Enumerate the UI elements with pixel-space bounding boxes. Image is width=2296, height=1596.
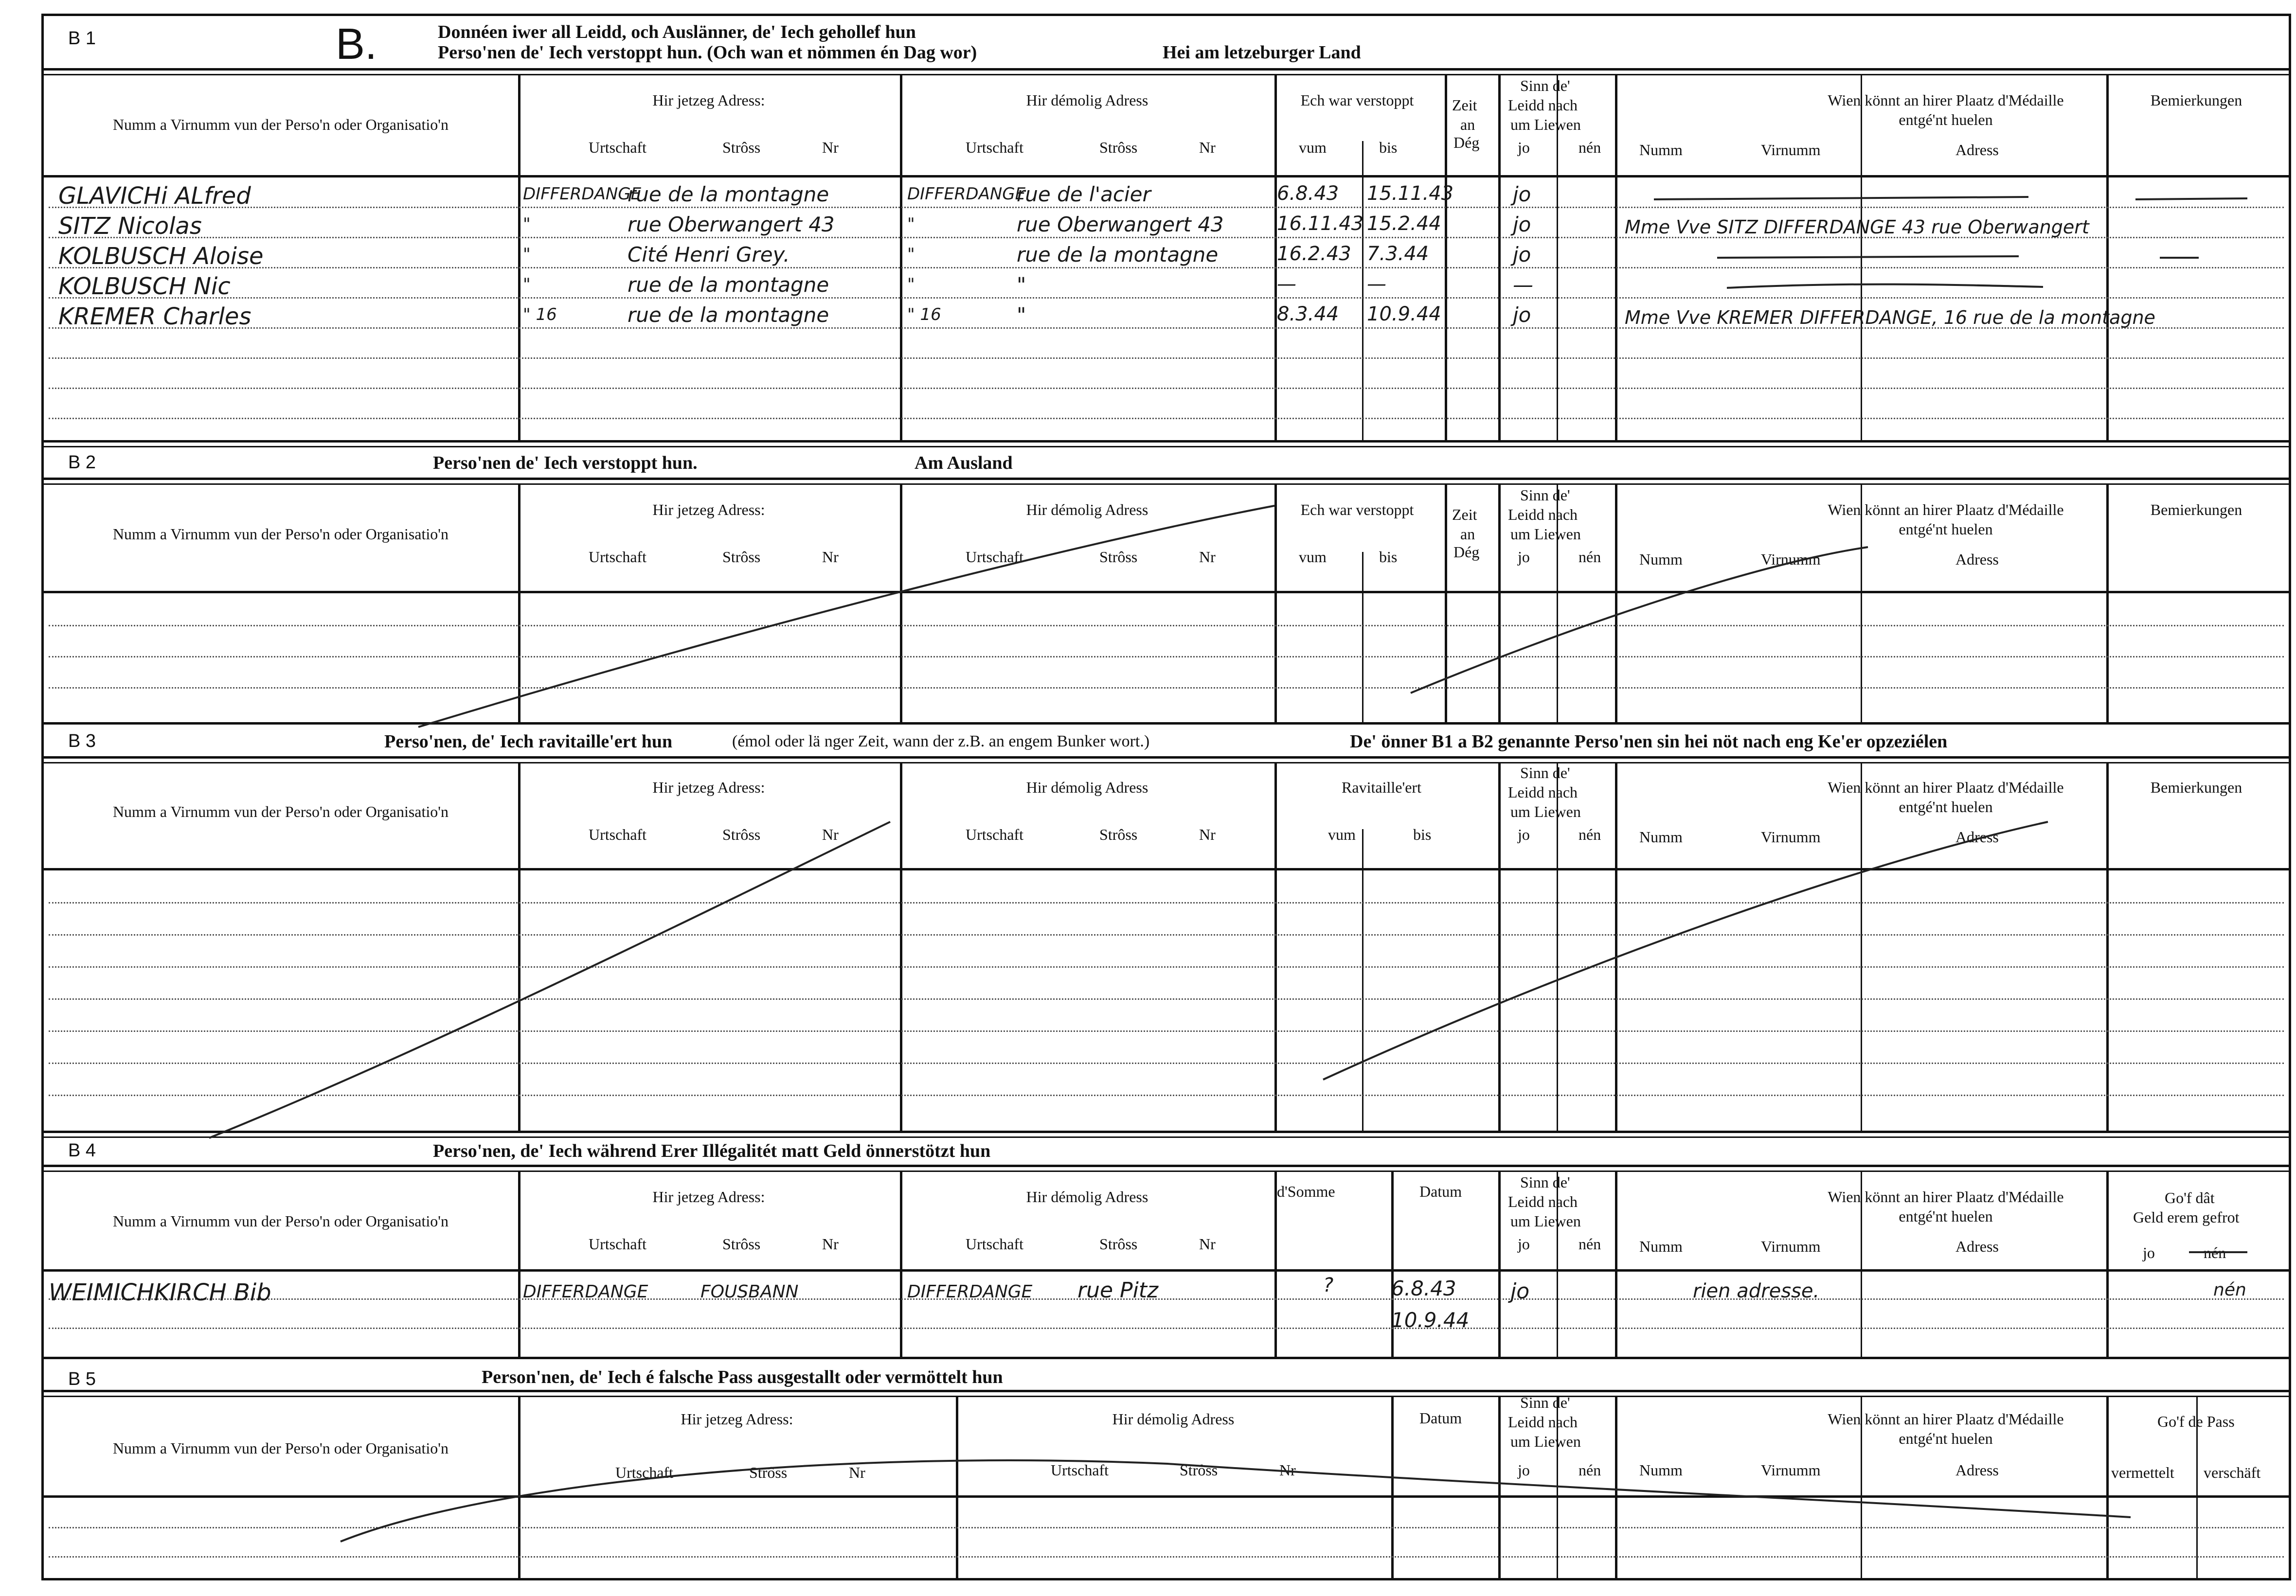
- b4-col-town: Urtschaft: [589, 1235, 647, 1253]
- b3-col-town: Urtschaft: [589, 826, 647, 843]
- b2-col-medal1: Wien könnt an hirer Plaatz d'Médaille: [1828, 501, 2064, 518]
- b3-col-supplied: Ravitaille'ert: [1342, 779, 1421, 796]
- b5-col-yes: jo: [1518, 1461, 1530, 1479]
- b4-row-medal: rien adresse.: [1693, 1280, 1820, 1302]
- section-code-b1: B 1: [68, 28, 96, 49]
- b5-col-town: Urtschaft: [615, 1464, 674, 1481]
- b1-col-address: Adress: [1955, 141, 1999, 159]
- b3-col-address: Adress: [1955, 828, 1999, 846]
- b2-col-time1: Zeit: [1452, 506, 1477, 523]
- b3-title: Perso'nen, de' Iech ravitaille'ert hun: [384, 731, 673, 752]
- b1-col-no: nén: [1578, 139, 1601, 156]
- b1-col-name: Numm a Virnumm vun der Perso'n oder Organisatio'n: [112, 116, 449, 133]
- b1-col-remarks: Bemierkungen: [2150, 91, 2242, 109]
- b1-row-current-street: rue de la montagne: [628, 182, 829, 206]
- b1-row-name: KOLBUSCH Aloise: [58, 243, 264, 270]
- b1-row-name: KOLBUSCH Nic: [58, 273, 231, 300]
- b1-col-nr: Nr: [822, 139, 839, 156]
- b4-row-jo: jo: [1510, 1279, 1530, 1304]
- b3-col-former-addr: Hir démolig Adress: [1026, 779, 1148, 796]
- b4-col-street: Strôss: [722, 1235, 761, 1253]
- b4-col-surname: Numm: [1639, 1238, 1683, 1255]
- b2-col-remarks: Bemierkungen: [2150, 501, 2242, 518]
- b1-row-to: 15.11.43: [1367, 182, 1454, 205]
- b4-title: Perso'nen, de' Iech während Erer Illégalitét matt Geld önnerstötzt hun: [433, 1141, 991, 1161]
- b1-row-from: —: [1277, 273, 1296, 295]
- b3-col-medal1: Wien könnt an hirer Plaatz d'Médaille: [1828, 779, 2064, 796]
- b4-col-nr2: Nr: [1199, 1235, 1216, 1253]
- b1-row-former-town: DIFFERDANGE: [907, 184, 1026, 204]
- b2-col-time2: an: [1460, 525, 1475, 543]
- b3-col-nr: Nr: [822, 826, 839, 843]
- b2-col-current-addr: Hir jetzeg Adress:: [652, 501, 765, 518]
- b4-row-sum: ?: [1323, 1274, 1334, 1296]
- b4-col-money2: Geld erem gefrot: [2133, 1208, 2240, 1226]
- b4-col-medal1: Wien könnt an hirer Plaatz d'Médaille: [1828, 1188, 2064, 1206]
- b1-col-alive2: Leidd nach: [1508, 96, 1578, 114]
- b3-col-to: bis: [1413, 826, 1432, 843]
- b4-row-remark: nén: [2213, 1280, 2246, 1300]
- b2-title-suffix: Am Ausland: [915, 453, 1013, 473]
- b1-row-medal: Mme Vve SITZ DIFFERDANGE 43 rue Oberwangert: [1625, 216, 2089, 238]
- b2-col-name: Numm a Virnumm vun der Perso'n oder Organisatio'n: [112, 525, 449, 543]
- b5-col-nr2: Nr: [1279, 1461, 1296, 1479]
- b1-row-to: 7.3.44: [1367, 243, 1429, 265]
- b5-col-address: Adress: [1955, 1461, 1999, 1479]
- b1-row-from: 6.8.43: [1277, 182, 1339, 205]
- section-code-b4: B 4: [68, 1140, 96, 1161]
- b1-col-from: vum: [1299, 139, 1327, 156]
- b4-row-current-street: FOUSBANN: [700, 1282, 799, 1302]
- b1-row-former-town: ": [907, 245, 915, 264]
- b1-col-town: Urtschaft: [589, 139, 647, 156]
- b2-col-time3: Dég: [1453, 543, 1480, 561]
- b4-col-former-addr: Hir démolig Adress: [1026, 1188, 1148, 1206]
- b3-col-alive1: Sinn de': [1520, 764, 1570, 781]
- b2-col-street2: Strôss: [1099, 548, 1138, 566]
- b5-col-passed: vermettelt: [2111, 1464, 2174, 1481]
- b3-col-current-addr: Hir jetzeg Adress:: [652, 779, 765, 796]
- b1-col-time1: Zeit: [1452, 96, 1477, 114]
- b1-row-former-street: rue de la montagne: [1017, 243, 1219, 266]
- b2-col-medal2: entgé'nt huelen: [1899, 520, 1993, 538]
- b1-row-former-street: rue de l'acier: [1017, 182, 1151, 206]
- b1-row-jo: jo: [1513, 303, 1531, 327]
- b3-col-town2: Urtschaft: [966, 826, 1024, 843]
- b2-col-alive1: Sinn de': [1520, 486, 1570, 504]
- b2-col-nr2: Nr: [1199, 548, 1216, 566]
- b1-col-surname: Numm: [1639, 141, 1683, 159]
- b4-col-alive1: Sinn de': [1520, 1173, 1570, 1191]
- b4-row-date2: 10.9.44: [1391, 1308, 1470, 1332]
- b3-col-remarks: Bemierkungen: [2150, 779, 2242, 796]
- b5-title: Person'nen, de' Iech é falsche Pass ausgestallt oder vermöttelt hun: [482, 1367, 1003, 1387]
- b1-col-firstname: Virnumm: [1761, 141, 1821, 159]
- section-code-b5: B 5: [68, 1369, 96, 1389]
- b1-row-current-town: ": [523, 245, 531, 264]
- b1-col-former-addr: Hir démolig Adress: [1026, 91, 1148, 109]
- b3-col-street2: Strôss: [1099, 826, 1138, 843]
- b1-row-name: KREMER Charles: [58, 303, 251, 330]
- b5-col-medal1: Wien könnt an hirer Plaatz d'Médaille: [1828, 1410, 2064, 1428]
- b1-row-jo: jo: [1513, 213, 1531, 236]
- b1-col-street2: Strôss: [1099, 139, 1138, 156]
- b3-col-alive2: Leidd nach: [1508, 783, 1578, 801]
- b1-row-jo: jo: [1513, 243, 1531, 266]
- b1-col-nr2: Nr: [1199, 139, 1216, 156]
- b5-col-street: Strôss: [749, 1464, 788, 1481]
- b1-row-current-town: DIFFERDANGE: [523, 184, 642, 204]
- b1-row-name: SITZ Nicolas: [58, 213, 202, 240]
- b2-title: Perso'nen de' Iech verstoppt hun.: [433, 453, 698, 473]
- b4-col-date: Datum: [1419, 1183, 1462, 1200]
- b4-col-street2: Strôss: [1099, 1235, 1138, 1253]
- b4-row-former-street: rue Pitz: [1077, 1278, 1159, 1303]
- b1-row-from: 16.11.43: [1277, 213, 1364, 235]
- b1-title-suffix: Hei am letzeburger Land: [1163, 42, 1361, 63]
- b4-col-name: Numm a Virnumm vun der Perso'n oder Organisatio'n: [112, 1212, 449, 1230]
- b1-row-former-town: ": [907, 275, 915, 294]
- b1-col-time2: an: [1460, 116, 1475, 133]
- b2-col-former-addr: Hir démolig Adress: [1026, 501, 1148, 518]
- b1-remark-dash1: [2135, 198, 2247, 199]
- b1-medal-dash1: [1654, 197, 2028, 199]
- b2-col-town2: Urtschaft: [966, 548, 1024, 566]
- big-letter: B.: [336, 20, 377, 69]
- b4-col-yes: jo: [2143, 1244, 2155, 1261]
- b4-col-yes: jo: [1518, 1235, 1530, 1253]
- b3-col-name: Numm a Virnumm vun der Perso'n oder Organisatio'n: [112, 803, 449, 820]
- b4-col-firstname: Virnumm: [1761, 1238, 1821, 1255]
- b5-col-surname: Numm: [1639, 1461, 1683, 1479]
- b1-col-time3: Dég: [1453, 134, 1480, 151]
- b5-col-firstname: Virnumm: [1761, 1461, 1821, 1479]
- b3-title-small: (émol oder lä nger Zeit, wann der z.B. an engem Bunker wort.): [732, 732, 1150, 750]
- b1-col-medal2: entgé'nt huelen: [1899, 111, 1993, 128]
- b4-col-alive2: Leidd nach: [1508, 1193, 1578, 1210]
- b1-row-former-town: ": [907, 214, 915, 234]
- b4-col-nr: Nr: [822, 1235, 839, 1253]
- b5-col-no: nén: [1578, 1461, 1601, 1479]
- b4-row-date1: 6.8.43: [1391, 1277, 1456, 1300]
- b1-row-former-street: ": [1017, 303, 1026, 327]
- b5-col-street2: Strôss: [1180, 1461, 1218, 1479]
- b1-row-current-town: " 16: [523, 305, 557, 324]
- b4-col-no: nén: [1578, 1235, 1601, 1253]
- b4-col-town2: Urtschaft: [966, 1235, 1024, 1253]
- b2-col-street: Strôss: [722, 548, 761, 566]
- b3-col-no: nén: [1578, 826, 1601, 843]
- b5-col-alive2: Leidd nach: [1508, 1413, 1578, 1431]
- b3-col-medal2: entgé'nt huelen: [1899, 798, 1993, 816]
- b3-col-alive3: um Liewen: [1510, 803, 1581, 820]
- b1-title-line2: Perso'nen de' Iech verstoppt hun. (Och wan et nömmen én Dag wor): [438, 42, 977, 63]
- b3-title-suffix: De' önner B1 a B2 genannte Perso'nen sin hei nöt nach eng Ke'er opzeziélen: [1350, 731, 1948, 752]
- b1-col-medal1: Wien könnt an hirer Plaatz d'Médaille: [1828, 91, 2064, 109]
- b2-col-address: Adress: [1955, 550, 1999, 568]
- b3-col-yes: jo: [1518, 826, 1530, 843]
- section-code-b3: B 3: [68, 731, 96, 751]
- b1-col-to: bis: [1379, 139, 1398, 156]
- b2-strike-left: [418, 506, 1274, 727]
- b5-col-alive3: um Liewen: [1510, 1433, 1581, 1450]
- b2-col-nr: Nr: [822, 548, 839, 566]
- b4-col-medal2: entgé'nt huelen: [1899, 1207, 1993, 1225]
- b1-row-from: 8.3.44: [1277, 303, 1339, 325]
- b1-row-current-street: rue Oberwangert 43: [628, 213, 835, 236]
- b2-col-hidden: Ech war verstoppt: [1300, 501, 1414, 518]
- b2-col-town: Urtschaft: [589, 548, 647, 566]
- b4-row-former-town: DIFFERDANGE: [907, 1282, 1033, 1302]
- b4-row-name: WEIMICHKIRCH Bib: [49, 1279, 271, 1306]
- b5-col-pass: Go'f de Pass: [2157, 1413, 2235, 1430]
- b1-col-alive1: Sinn de': [1520, 77, 1570, 94]
- b1-medal-dash3: [1727, 284, 2043, 288]
- b4-col-alive3: um Liewen: [1510, 1212, 1581, 1230]
- b2-col-alive2: Leidd nach: [1508, 506, 1578, 523]
- section-code-b2: B 2: [68, 452, 96, 473]
- b1-row-current-street: Cité Henri Grey.: [628, 243, 790, 266]
- b1-medal-dash2: [1717, 256, 2019, 258]
- b1-row-current-street: rue de la montagne: [628, 303, 829, 327]
- b1-row-medal: Mme Vve KREMER DIFFERDANGE, 16 rue de la montagne: [1625, 307, 2155, 328]
- b3-strike-left: [209, 822, 890, 1138]
- b5-col-town2: Urtschaft: [1051, 1461, 1109, 1479]
- b5-col-former-addr: Hir démolig Adress: [1112, 1410, 1235, 1428]
- b4-col-money1: Go'f dât: [2165, 1189, 2215, 1206]
- b3-col-firstname: Virnumm: [1761, 828, 1821, 846]
- b5-col-nr: Nr: [849, 1464, 865, 1481]
- b1-row-former-street: rue Oberwangert 43: [1017, 213, 1224, 236]
- b1-row-former-street: ": [1017, 273, 1026, 297]
- b3-col-surname: Numm: [1639, 828, 1683, 846]
- b1-row-to: 15.2.44: [1367, 213, 1441, 235]
- b5-col-alive1: Sinn de': [1520, 1394, 1570, 1411]
- b1-row-current-town: ": [523, 275, 531, 294]
- b2-col-to: bis: [1379, 548, 1398, 566]
- b1-row-current-town: ": [523, 214, 531, 234]
- b4-col-current-addr: Hir jetzeg Adress:: [652, 1188, 765, 1206]
- b5-col-name: Numm a Virnumm vun der Perso'n oder Organisatio'n: [112, 1439, 449, 1457]
- b3-col-street: Strôss: [722, 826, 761, 843]
- b5-col-current-addr: Hir jetzeg Adress:: [681, 1410, 793, 1428]
- b1-col-yes: jo: [1518, 139, 1530, 156]
- b5-col-date: Datum: [1419, 1409, 1462, 1427]
- b1-row-name: GLAVICHi ALfred: [58, 182, 251, 210]
- b5-strike: [341, 1460, 2131, 1542]
- b1-col-street: Strôss: [722, 139, 761, 156]
- b1-col-town2: Urtschaft: [966, 139, 1024, 156]
- b3-col-from: vum: [1328, 826, 1356, 843]
- b1-row-to: 10.9.44: [1367, 303, 1441, 325]
- b1-row-jo: —: [1513, 273, 1533, 297]
- b2-col-no: nén: [1578, 548, 1601, 566]
- b5-col-issued: verschäft: [2204, 1464, 2261, 1481]
- b1-row-former-town: " 16: [907, 305, 941, 324]
- b2-col-yes: jo: [1518, 548, 1530, 566]
- b5-col-medal2: entgé'nt huelen: [1899, 1430, 1993, 1447]
- b4-col-no: nén: [2204, 1244, 2226, 1261]
- b1-title-line1: Donnéen iwer all Leidd, och Auslänner, de' Iech gehollef hun: [438, 22, 916, 42]
- b2-col-firstname: Virnumm: [1761, 550, 1821, 568]
- b1-row-to: —: [1367, 273, 1386, 295]
- b1-col-current-addr: Hir jetzeg Adress:: [652, 91, 765, 109]
- b1-col-alive3: um Liewen: [1510, 116, 1581, 133]
- b2-strike-right: [1411, 547, 1868, 693]
- b1-row-current-street: rue de la montagne: [628, 273, 829, 297]
- b3-strike-right: [1323, 822, 2048, 1080]
- b2-col-surname: Numm: [1639, 550, 1683, 568]
- b3-col-nr2: Nr: [1199, 826, 1216, 843]
- b1-col-hidden: Ech war verstoppt: [1300, 91, 1414, 109]
- b1-row-jo: jo: [1513, 182, 1531, 206]
- b4-col-address: Adress: [1955, 1238, 1999, 1255]
- b1-row-from: 16.2.43: [1277, 243, 1351, 265]
- b2-col-from: vum: [1299, 548, 1327, 566]
- b4-col-sum: d'Somme: [1277, 1183, 1335, 1200]
- b4-row-current-town: DIFFERDANGE: [523, 1282, 648, 1302]
- b2-col-alive3: um Liewen: [1510, 525, 1581, 543]
